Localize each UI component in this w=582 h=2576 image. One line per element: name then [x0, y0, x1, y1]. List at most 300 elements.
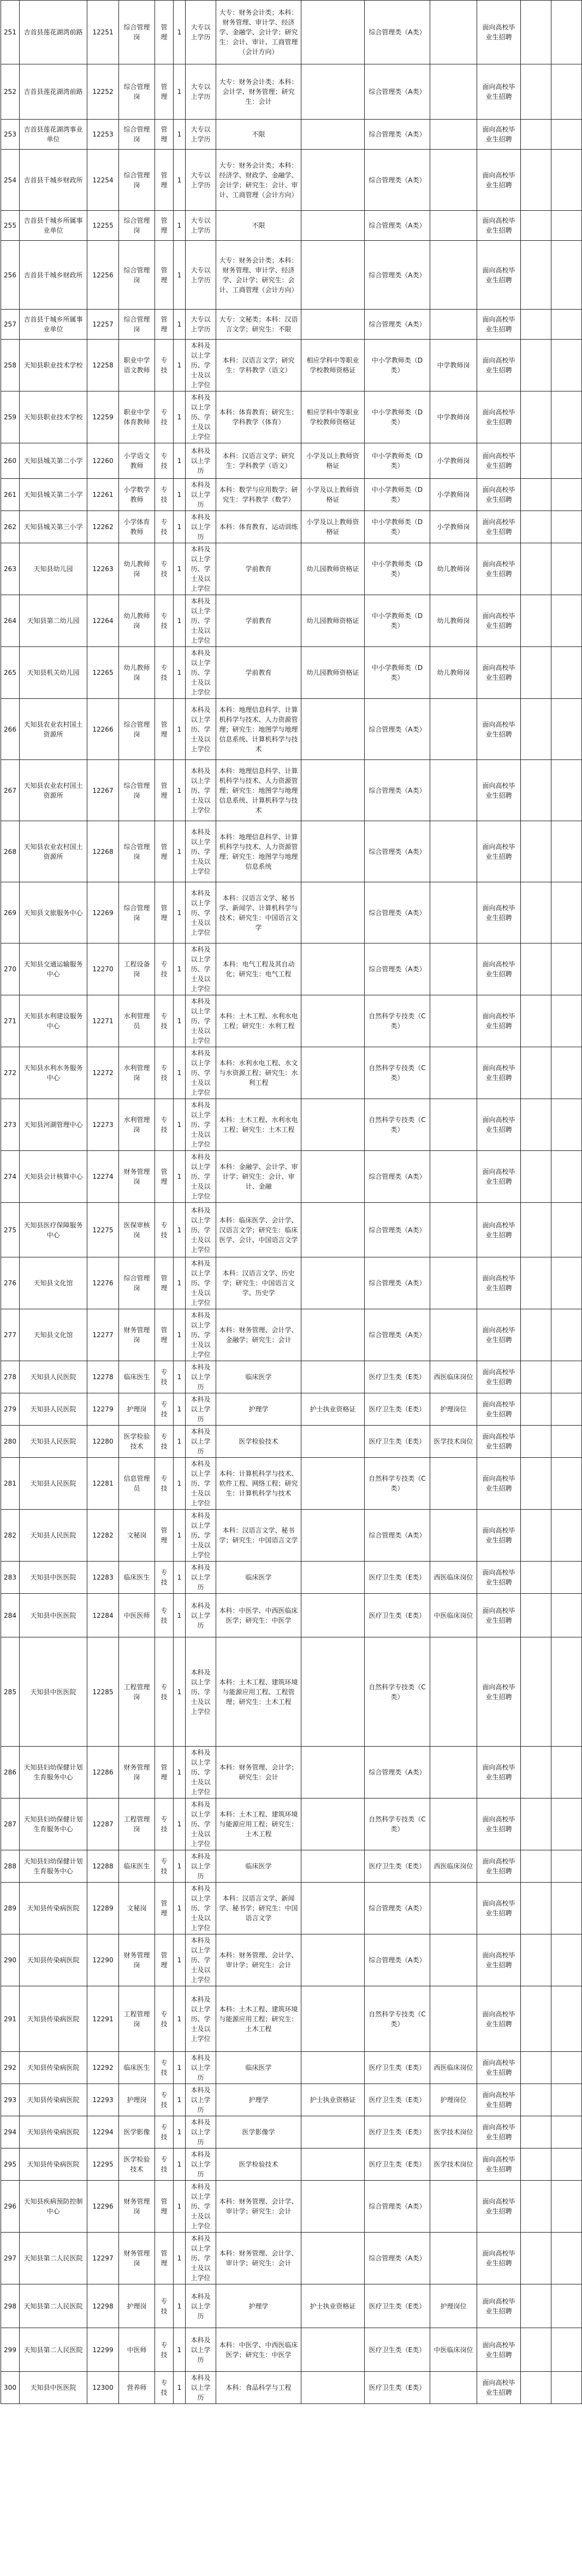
- position-type-cell: 管理: [155, 882, 174, 943]
- certificate-requirement-cell: 护士执业资格证: [301, 2084, 365, 2116]
- position-name-cell: 医保审核岗: [119, 1203, 155, 1257]
- position-code-cell: 12252: [87, 64, 119, 120]
- table-row: [1, 1883, 582, 1934]
- major-requirement-cell: 本科：汉语言文学、新闻学、秘书学；研究生：中国语言文学: [216, 1883, 301, 1934]
- notes-cell: [551, 1562, 582, 1594]
- notes-cell: [551, 699, 582, 760]
- remarks-cell: [521, 2148, 551, 2181]
- recruitment-target-cell: 面向高校毕业生招聘: [477, 150, 521, 211]
- employer-unit-cell: 天知县文化馆: [20, 1309, 87, 1361]
- position-type-cell: 专技: [155, 2372, 174, 2404]
- education-requirement-cell: 本科及以上学历: [186, 2284, 216, 2328]
- exam-category-cell: 中小学教师类（D类）: [365, 511, 430, 543]
- notes-cell: [551, 1458, 582, 1510]
- position-type-cell: 管理: [155, 760, 174, 821]
- major-requirement-cell: 大专：财务会计类；本科：经济学、财政学、金融学、会计学；研究生：会计、审计、工商管理（会计方向）: [216, 150, 301, 211]
- employer-unit-cell: 天知县传染病医院: [20, 2116, 87, 2148]
- major-requirement-cell: 本科：地理信息科学、计算机科学与技术、人力资源管理；研究生：地图学与地理信息系统: [216, 821, 301, 882]
- row-number-cell: 288: [1, 1850, 20, 1883]
- subcategory-cell: [430, 1, 477, 64]
- row-number-cell: 269: [1, 882, 20, 943]
- subcategory-cell: [430, 1151, 477, 1203]
- row-number-cell: 268: [1, 821, 20, 882]
- subcategory-cell: 中医临床岗位: [430, 1594, 477, 1637]
- position-name-cell: 护理岗: [119, 2284, 155, 2328]
- subcategory-cell: [430, 120, 477, 150]
- row-number-cell: 283: [1, 1562, 20, 1594]
- subcategory-cell: [430, 821, 477, 882]
- major-requirement-cell: 临床医学: [216, 1850, 301, 1883]
- table-row: [1, 1458, 582, 1510]
- position-name-cell: 中医师: [119, 2328, 155, 2372]
- remarks-cell: [521, 1151, 551, 1203]
- headcount-cell: 1: [174, 443, 186, 479]
- recruitment-target-cell: 面向高校毕业生招聘: [477, 2116, 521, 2148]
- table-row: [1, 2084, 582, 2116]
- certificate-requirement-cell: 相应学科中等职业学校教师资格证: [301, 391, 365, 443]
- position-name-cell: 临床医生: [119, 1850, 155, 1883]
- table-row: [1, 1203, 582, 1257]
- employer-unit-cell: 天知县城关第二小学: [20, 443, 87, 479]
- remarks-cell: [521, 1, 551, 64]
- position-code-cell: 12270: [87, 943, 119, 995]
- position-name-cell: 工程管理岗: [119, 1637, 155, 1747]
- major-requirement-cell: 本科：土木工程、建筑环境与能源应用工程；研究生：土木工程: [216, 1799, 301, 1850]
- education-requirement-cell: 本科及以上学历、学士及以上学位: [186, 821, 216, 882]
- position-code-cell: 12281: [87, 1458, 119, 1510]
- table-row: [1, 443, 582, 479]
- position-type-cell: 专技: [155, 443, 174, 479]
- subcategory-cell: 幼儿教师岗: [430, 647, 477, 699]
- exam-category-cell: 自然科学专技类（C类）: [365, 995, 430, 1047]
- position-name-cell: 医学检验技术: [119, 1426, 155, 1458]
- table-row: [1, 150, 582, 211]
- employer-unit-cell: 吉首县莲花湖湾事业单位: [20, 120, 87, 150]
- recruitment-target-cell: 面向高校毕业生招聘: [477, 1594, 521, 1637]
- position-code-cell: 12253: [87, 120, 119, 150]
- education-requirement-cell: 本科及以上学历、学士及以上学位: [186, 882, 216, 943]
- remarks-cell: [521, 1510, 551, 1562]
- remarks-cell: [521, 699, 551, 760]
- position-name-cell: 综合管理岗: [119, 821, 155, 882]
- exam-category-cell: 综合管理类（A类）: [365, 64, 430, 120]
- row-number-cell: 275: [1, 1203, 20, 1257]
- subcategory-cell: 幼儿教师岗: [430, 543, 477, 595]
- exam-category-cell: 自然科学专技类（C类）: [365, 1986, 430, 2052]
- employer-unit-cell: 天知县水利水务服务中心: [20, 1047, 87, 1099]
- major-requirement-cell: 本科：食品科学与工程: [216, 2372, 301, 2404]
- row-number-cell: 270: [1, 943, 20, 995]
- position-name-cell: 幼儿教师岗: [119, 543, 155, 595]
- major-requirement-cell: 本科：土木工程、水利水电工程；研究生：土木工程: [216, 1099, 301, 1151]
- education-requirement-cell: 本科及以上学历、学士及以上学位: [186, 699, 216, 760]
- position-code-cell: 12287: [87, 1799, 119, 1850]
- notes-cell: [551, 211, 582, 241]
- exam-category-cell: 综合管理类（A类）: [365, 1151, 430, 1203]
- employer-unit-cell: 吉首县千城乡财政所: [20, 241, 87, 310]
- major-requirement-cell: 本科：财务管理、会计学、审计学；研究生：会计: [216, 2181, 301, 2233]
- exam-category-cell: 中小学教师类（D类）: [365, 479, 430, 511]
- education-requirement-cell: 大专以上学历: [186, 150, 216, 211]
- certificate-requirement-cell: [301, 310, 365, 340]
- education-requirement-cell: 本科及以上学历: [186, 1562, 216, 1594]
- remarks-cell: [521, 2181, 551, 2233]
- major-requirement-cell: 本科：汉语言文学、秘书学；研究生：中国语言文学: [216, 1510, 301, 1562]
- subcategory-cell: [430, 1799, 477, 1850]
- table-row: [1, 511, 582, 543]
- table-row: [1, 340, 582, 391]
- subcategory-cell: 西医临床岗位: [430, 1361, 477, 1393]
- position-name-cell: 幼儿教师岗: [119, 595, 155, 647]
- table-row: [1, 1393, 582, 1426]
- remarks-cell: [521, 1309, 551, 1361]
- certificate-requirement-cell: [301, 1458, 365, 1510]
- subcategory-cell: 中学教师岗: [430, 340, 477, 391]
- position-name-cell: 职业中学语文教师: [119, 340, 155, 391]
- notes-cell: [551, 1393, 582, 1426]
- notes-cell: [551, 1151, 582, 1203]
- remarks-cell: [521, 120, 551, 150]
- education-requirement-cell: 大专以上学历: [186, 120, 216, 150]
- position-type-cell: 专技: [155, 943, 174, 995]
- major-requirement-cell: 大专：文秘类；本科：汉语言文学；研究生：不限: [216, 310, 301, 340]
- recruitment-target-cell: 面向高校毕业生招聘: [477, 1203, 521, 1257]
- employer-unit-cell: 天知县妇幼保健计划生育服务中心: [20, 1850, 87, 1883]
- notes-cell: [551, 1309, 582, 1361]
- position-name-cell: 财务管理岗: [119, 1747, 155, 1799]
- remarks-cell: [521, 443, 551, 479]
- notes-cell: [551, 2148, 582, 2181]
- headcount-cell: 1: [174, 2181, 186, 2233]
- position-name-cell: 水利管理员: [119, 995, 155, 1047]
- major-requirement-cell: 本科：汉语言文学；研究生：学科教学（语文）: [216, 340, 301, 391]
- certificate-requirement-cell: 小学及以上教师资格证: [301, 443, 365, 479]
- table-row: [1, 2284, 582, 2328]
- table-row: [1, 543, 582, 595]
- major-requirement-cell: 不限: [216, 120, 301, 150]
- recruitment-target-cell: 面向高校毕业生招聘: [477, 943, 521, 995]
- education-requirement-cell: 本科及以上学历: [186, 1361, 216, 1393]
- position-name-cell: 综合管理岗: [119, 310, 155, 340]
- position-type-cell: 管理: [155, 1309, 174, 1361]
- exam-category-cell: 综合管理类（A类）: [365, 2233, 430, 2284]
- position-type-cell: 管理: [155, 1, 174, 64]
- table-body: [1, 1, 582, 2404]
- remarks-cell: [521, 543, 551, 595]
- exam-category-cell: 自然科学专技类（C类）: [365, 1637, 430, 1747]
- certificate-requirement-cell: [301, 1562, 365, 1594]
- position-type-cell: 管理: [155, 150, 174, 211]
- exam-category-cell: 综合管理类（A类）: [365, 1883, 430, 1934]
- recruitment-target-cell: 面向高校毕业生招聘: [477, 1510, 521, 1562]
- position-code-cell: 12299: [87, 2328, 119, 2372]
- recruitment-target-cell: 面向高校毕业生招聘: [477, 2148, 521, 2181]
- recruitment-target-cell: 面向高校毕业生招聘: [477, 340, 521, 391]
- employer-unit-cell: 天知县中医医院: [20, 1594, 87, 1637]
- certificate-requirement-cell: [301, 1047, 365, 1099]
- recruitment-target-cell: 面向高校毕业生招聘: [477, 1257, 521, 1309]
- major-requirement-cell: 大专：财务会计类；本科：财务管理、审计学、经济学、金融学、会计学；研究生：会计、审计、工商管理（会计方向）: [216, 1, 301, 64]
- position-name-cell: 幼儿教师岗: [119, 647, 155, 699]
- major-requirement-cell: 不限: [216, 211, 301, 241]
- education-requirement-cell: 大专以上学历: [186, 310, 216, 340]
- exam-category-cell: 中小学教师类（D类）: [365, 595, 430, 647]
- major-requirement-cell: 本科：计算机科学与技术、软件工程、网络工程；研究生：计算机科学与技术: [216, 1458, 301, 1510]
- exam-category-cell: 综合管理类（A类）: [365, 1, 430, 64]
- subcategory-cell: 中学教师岗: [430, 391, 477, 443]
- exam-category-cell: 综合管理类（A类）: [365, 1257, 430, 1309]
- row-number-cell: 282: [1, 1510, 20, 1562]
- position-type-cell: 专技: [155, 2284, 174, 2328]
- position-type-cell: 管理: [155, 1883, 174, 1934]
- row-number-cell: 255: [1, 211, 20, 241]
- headcount-cell: 1: [174, 211, 186, 241]
- headcount-cell: 1: [174, 1099, 186, 1151]
- row-number-cell: 284: [1, 1594, 20, 1637]
- education-requirement-cell: 本科及以上学历: [186, 479, 216, 511]
- employer-unit-cell: 天知县中医医院: [20, 2372, 87, 2404]
- notes-cell: [551, 1, 582, 64]
- position-type-cell: 专技: [155, 647, 174, 699]
- table-row: [1, 1850, 582, 1883]
- table-row: [1, 760, 582, 821]
- major-requirement-cell: 本科：临床医学、会计学、汉语言文学；研究生：临床医学、会计、中国语言文学: [216, 1203, 301, 1257]
- education-requirement-cell: 本科及以上学历、学士及以上学位: [186, 1047, 216, 1099]
- position-code-cell: 12279: [87, 1393, 119, 1426]
- table-row: [1, 699, 582, 760]
- notes-cell: [551, 1986, 582, 2052]
- row-number-cell: 285: [1, 1637, 20, 1747]
- headcount-cell: 1: [174, 699, 186, 760]
- position-type-cell: 专技: [155, 995, 174, 1047]
- position-type-cell: 专技: [155, 1594, 174, 1637]
- position-code-cell: 12294: [87, 2116, 119, 2148]
- major-requirement-cell: 本科：汉语言文学、历史学；研究生：中国语言文学、历史学: [216, 1257, 301, 1309]
- certificate-requirement-cell: [301, 211, 365, 241]
- headcount-cell: 1: [174, 1637, 186, 1747]
- remarks-cell: [521, 1799, 551, 1850]
- exam-category-cell: 中小学教师类（D类）: [365, 391, 430, 443]
- certificate-requirement-cell: [301, 120, 365, 150]
- position-type-cell: 专技: [155, 1637, 174, 1747]
- table-row: [1, 211, 582, 241]
- education-requirement-cell: 本科及以上学历: [186, 1850, 216, 1883]
- position-code-cell: 12290: [87, 1934, 119, 1986]
- remarks-cell: [521, 64, 551, 120]
- major-requirement-cell: 本科：土木工程、建筑环境与能源应用工程；研究生：土木工程: [216, 1986, 301, 2052]
- position-code-cell: 12255: [87, 211, 119, 241]
- education-requirement-cell: 本科及以上学历、学士及以上学位: [186, 1458, 216, 1510]
- position-type-cell: 管理: [155, 1747, 174, 1799]
- position-name-cell: 综合管理岗: [119, 1257, 155, 1309]
- table-row: [1, 2116, 582, 2148]
- certificate-requirement-cell: [301, 241, 365, 310]
- major-requirement-cell: 本科：地理信息科学、计算机科学与技术、人力资源管理；研究生：地图学与地理信息系统、计算机科学与技术: [216, 699, 301, 760]
- subcategory-cell: [430, 760, 477, 821]
- certificate-requirement-cell: [301, 760, 365, 821]
- position-type-cell: 管理: [155, 211, 174, 241]
- certificate-requirement-cell: [301, 1099, 365, 1151]
- position-code-cell: 12289: [87, 1883, 119, 1934]
- employer-unit-cell: 天知县中医医院: [20, 1637, 87, 1747]
- exam-category-cell: 综合管理类（A类）: [365, 150, 430, 211]
- certificate-requirement-cell: [301, 943, 365, 995]
- remarks-cell: [521, 1099, 551, 1151]
- certificate-requirement-cell: [301, 2116, 365, 2148]
- exam-category-cell: 综合管理类（A类）: [365, 1510, 430, 1562]
- headcount-cell: 1: [174, 150, 186, 211]
- position-code-cell: 12251: [87, 1, 119, 64]
- subcategory-cell: [430, 2233, 477, 2284]
- employer-unit-cell: 天知县第二幼儿园: [20, 595, 87, 647]
- certificate-requirement-cell: [301, 2181, 365, 2233]
- notes-cell: [551, 1747, 582, 1799]
- remarks-cell: [521, 1257, 551, 1309]
- position-name-cell: 财务管理岗: [119, 2233, 155, 2284]
- certificate-requirement-cell: [301, 1203, 365, 1257]
- recruitment-target-cell: 面向高校毕业生招聘: [477, 882, 521, 943]
- position-name-cell: 小学语文教师: [119, 443, 155, 479]
- major-requirement-cell: 护理学: [216, 2284, 301, 2328]
- employer-unit-cell: 天知县妇幼保健计划生育服务中心: [20, 1747, 87, 1799]
- remarks-cell: [521, 647, 551, 699]
- certificate-requirement-cell: [301, 699, 365, 760]
- employer-unit-cell: 天知县第二人民医院: [20, 2328, 87, 2372]
- position-name-cell: 临床医生: [119, 1361, 155, 1393]
- subcategory-cell: [430, 310, 477, 340]
- exam-category-cell: 医疗卫生类（E类）: [365, 1361, 430, 1393]
- row-number-cell: 296: [1, 2181, 20, 2233]
- employer-unit-cell: 天知县交通运输服务中心: [20, 943, 87, 995]
- position-code-cell: 12280: [87, 1426, 119, 1458]
- notes-cell: [551, 1883, 582, 1934]
- employer-unit-cell: 天知县传染病医院: [20, 1934, 87, 1986]
- notes-cell: [551, 2052, 582, 2084]
- employer-unit-cell: 天知县传染病医院: [20, 2052, 87, 2084]
- exam-category-cell: 医疗卫生类（E类）: [365, 1850, 430, 1883]
- employer-unit-cell: 天知县农业农村国土资源所: [20, 699, 87, 760]
- headcount-cell: 1: [174, 1151, 186, 1203]
- position-type-cell: 管理: [155, 699, 174, 760]
- headcount-cell: 1: [174, 1799, 186, 1850]
- remarks-cell: [521, 211, 551, 241]
- subcategory-cell: 西医临床岗位: [430, 1562, 477, 1594]
- recruitment-target-cell: 面向高校毕业生招聘: [477, 2284, 521, 2328]
- row-number-cell: 253: [1, 120, 20, 150]
- education-requirement-cell: 本科及以上学历、学士及以上学位: [186, 760, 216, 821]
- education-requirement-cell: 本科及以上学历: [186, 2116, 216, 2148]
- recruitment-target-cell: 面向高校毕业生招聘: [477, 2181, 521, 2233]
- headcount-cell: 1: [174, 543, 186, 595]
- employer-unit-cell: 天知县第二人民医院: [20, 2233, 87, 2284]
- headcount-cell: 1: [174, 2284, 186, 2328]
- notes-cell: [551, 241, 582, 310]
- subcategory-cell: 护理岗位: [430, 1393, 477, 1426]
- education-requirement-cell: 本科及以上学历: [186, 2084, 216, 2116]
- recruitment-target-cell: 面向高校毕业生招聘: [477, 1747, 521, 1799]
- certificate-requirement-cell: 小学及以上教师资格证: [301, 511, 365, 543]
- recruitment-target-cell: 面向高校毕业生招聘: [477, 443, 521, 479]
- notes-cell: [551, 2328, 582, 2372]
- major-requirement-cell: 本科：汉语言文学；研究生：学科教学（语文）: [216, 443, 301, 479]
- recruitment-target-cell: 面向高校毕业生招聘: [477, 2328, 521, 2372]
- notes-cell: [551, 443, 582, 479]
- employer-unit-cell: 天知县第二人民医院: [20, 2284, 87, 2328]
- recruitment-target-cell: 面向高校毕业生招聘: [477, 1986, 521, 2052]
- employer-unit-cell: 天知县文旅服务中心: [20, 882, 87, 943]
- position-name-cell: 护理岗: [119, 2084, 155, 2116]
- subcategory-cell: 护理岗位: [430, 2084, 477, 2116]
- education-requirement-cell: 本科及以上学历: [186, 1594, 216, 1637]
- headcount-cell: 1: [174, 1393, 186, 1426]
- position-code-cell: 12258: [87, 340, 119, 391]
- certificate-requirement-cell: [301, 1637, 365, 1747]
- major-requirement-cell: 本科：中医学、中西医临床医学；研究生：中医学: [216, 1594, 301, 1637]
- notes-cell: [551, 821, 582, 882]
- education-requirement-cell: 本科及以上学历: [186, 2328, 216, 2372]
- headcount-cell: 1: [174, 2148, 186, 2181]
- employer-unit-cell: 天知县传染病医院: [20, 1986, 87, 2052]
- major-requirement-cell: 本科：汉语言文学、秘书学、新闻学、计算机科学与技术；研究生：中国语言文学: [216, 882, 301, 943]
- position-code-cell: 12261: [87, 479, 119, 511]
- subcategory-cell: [430, 1637, 477, 1747]
- education-requirement-cell: 本科及以上学历、学士及以上学位: [186, 2181, 216, 2233]
- position-code-cell: 12293: [87, 2084, 119, 2116]
- education-requirement-cell: 本科及以上学历、学士及以上学位: [186, 647, 216, 699]
- certificate-requirement-cell: [301, 1361, 365, 1393]
- subcategory-cell: [430, 882, 477, 943]
- row-number-cell: 298: [1, 2284, 20, 2328]
- exam-category-cell: 医疗卫生类（E类）: [365, 2116, 430, 2148]
- position-name-cell: 工程设备岗: [119, 943, 155, 995]
- position-code-cell: 12259: [87, 391, 119, 443]
- subcategory-cell: [430, 241, 477, 310]
- position-code-cell: 12297: [87, 2233, 119, 2284]
- employer-unit-cell: 天知县水利建设服务中心: [20, 995, 87, 1047]
- certificate-requirement-cell: [301, 995, 365, 1047]
- position-code-cell: 12291: [87, 1986, 119, 2052]
- notes-cell: [551, 1510, 582, 1562]
- recruitment-target-cell: 面向高校毕业生招聘: [477, 2052, 521, 2084]
- headcount-cell: 1: [174, 1883, 186, 1934]
- position-name-cell: 综合管理岗: [119, 150, 155, 211]
- employer-unit-cell: 天知县医疗保障服务中心: [20, 1203, 87, 1257]
- certificate-requirement-cell: [301, 1309, 365, 1361]
- position-code-cell: 12282: [87, 1510, 119, 1562]
- row-number-cell: 272: [1, 1047, 20, 1099]
- remarks-cell: [521, 1562, 551, 1594]
- position-code-cell: 12288: [87, 1850, 119, 1883]
- headcount-cell: 1: [174, 882, 186, 943]
- remarks-cell: [521, 1747, 551, 1799]
- table-row: [1, 1361, 582, 1393]
- education-requirement-cell: 本科及以上学历、学士及以上学位: [186, 943, 216, 995]
- recruitment-target-cell: 面向高校毕业生招聘: [477, 543, 521, 595]
- recruitment-target-cell: 面向高校毕业生招聘: [477, 1883, 521, 1934]
- certificate-requirement-cell: [301, 2328, 365, 2372]
- exam-category-cell: 自然科学专技类（C类）: [365, 1458, 430, 1510]
- position-code-cell: 12296: [87, 2181, 119, 2233]
- position-name-cell: 财务管理岗: [119, 1934, 155, 1986]
- subcategory-cell: 护理岗位: [430, 2284, 477, 2328]
- headcount-cell: 1: [174, 340, 186, 391]
- position-type-cell: 专技: [155, 2328, 174, 2372]
- exam-category-cell: 自然科学专技类（C类）: [365, 1099, 430, 1151]
- education-requirement-cell: 本科及以上学历、学士及以上学位: [186, 340, 216, 391]
- row-number-cell: 293: [1, 2084, 20, 2116]
- recruitment-target-cell: 面向高校毕业生招聘: [477, 511, 521, 543]
- major-requirement-cell: 本科：财务管理、会计学、审计学；研究生：会计: [216, 2233, 301, 2284]
